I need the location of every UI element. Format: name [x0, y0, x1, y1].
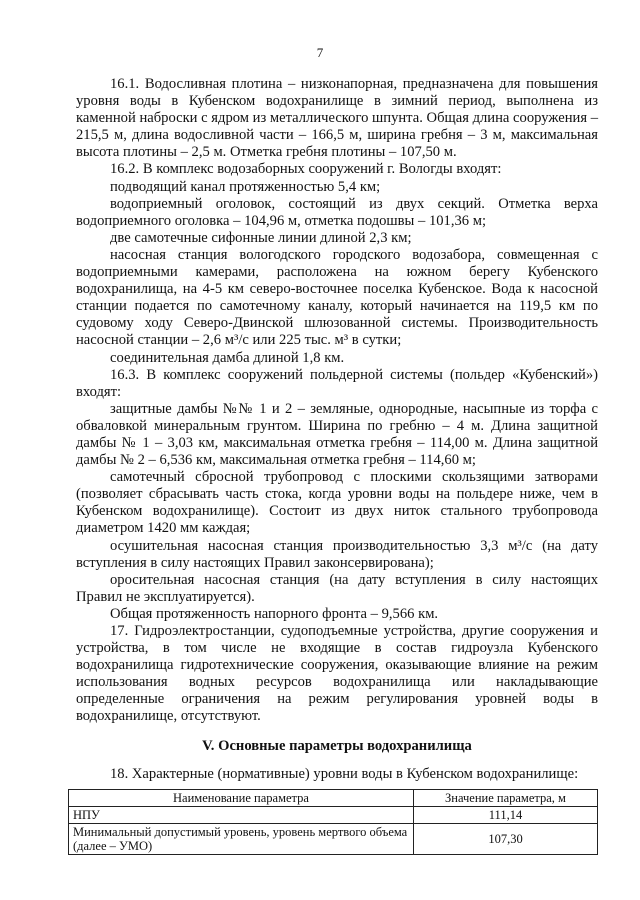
list-item: водоприемный оголовок, состоящий из двух секций. Отметка верха водоприемного оголовка – 104,96 м, отметка подошвы – 101,36 м;: [76, 195, 598, 229]
table-row: [69, 806, 598, 823]
table-cell-name: Минимальный допустимый уровень, уровень мертвого объема (далее – УМО): [69, 823, 414, 854]
paragraph-16-2: 16.2. В комплекс водозаборных сооружений г. Вологды входят:: [110, 161, 502, 178]
paragraph-18: 18. Характерные (нормативные) уровни воды в Кубенском водохранилище:: [110, 765, 579, 782]
list-item: две самотечные сифонные линии длиной 2,3 км;: [110, 229, 412, 246]
table-cell-value: 111,14: [414, 806, 598, 823]
list-item: осушительная насосная станция производительностью 3,3 м³/с (на дату вступления в силу настоящих Правил законсервирована);: [76, 537, 598, 571]
table-row: [69, 823, 598, 854]
table-header-value: Значение параметра, м: [414, 789, 598, 806]
paragraph-16-1: 16.1. Водосливная плотина – низконапорная, предназначена для повышения уровня воды в Кубенском водохранилище в зимний период, выполнена из каменной наброски с ядром из металлического шпунта. Общая длина сооружения – 215,5 м, длина водосливной части – 166,5 м, ширина гребня – 3 м, максимальная высота плотины – 2,5 м. Отметка гребня плотины – 107,50 м.: [76, 76, 598, 161]
table-cell-name: НПУ: [69, 806, 414, 823]
list-item: подводящий канал протяженностью 5,4 км;: [110, 178, 381, 195]
page-number: 7: [316, 45, 324, 60]
table-cell-value: 107,30: [414, 823, 598, 854]
table-header-name: Наименование параметра: [69, 789, 414, 806]
list-item: оросительная насосная станция (на дату вступления в силу настоящих Правил не эксплуатируется).: [76, 571, 598, 605]
table-header-row: [69, 789, 598, 806]
list-item: защитные дамбы №№ 1 и 2 – земляные, однородные, насыпные из торфа с обваловкой минеральным грунтом. Ширина по гребню – 4 м. Длина защитной дамбы № 1 – 3,03 км, максимальная отметка гребня – 114,00 м. Длина защитной дамбы № 2 – 6,536 км, максимальная отметка гребня – 114,60 м;: [76, 400, 598, 469]
parameters-table: [68, 789, 598, 855]
list-item: соединительная дамба длиной 1,8 км.: [110, 349, 345, 366]
section-title: V. Основные параметры водохранилища: [202, 737, 472, 754]
paragraph-16-3: 16.3. В комплекс сооружений польдерной системы (польдер «Кубенский») входят:: [76, 366, 598, 400]
list-item: Общая протяженность напорного фронта – 9,566 км.: [110, 605, 439, 622]
list-item: насосная станция вологодского городского водозабора, совмещенная с водоприемными камерами, расположена на южном берегу Кубенского водохранилища, на 4-5 км северо-восточнее поселка Кубенское. Вода к насосной станции подается по самотечному каналу, который начинается на 119,5 км по судовому ходу Северо-Двинской шлюзованной системы. Производительность насосной станции – 2,6 м³/с или 225 тыс. м³ в сутки;: [76, 246, 598, 349]
list-item: самотечный сбросной трубопровод с плоскими скользящими затворами (позволяет сбрасывать часть стока, когда уровни воды на польдере ниже, чем в Кубенском водохранилище). Состоит из двух ниток стального трубопровода диаметром 1420 мм каждая;: [76, 469, 598, 537]
paragraph-17: 17. Гидроэлектростанции, судоподъемные устройства, другие сооружения и устройства, в том числе не входящие в состав гидроузла Кубенского водохранилища гидротехнические сооружения, оказывающие влияние на режим использования водных ресурсов водохранилища или накладывающие определенные ограничения на режим регулирования уровней воды в водохранилище, отсутствуют.: [76, 623, 598, 725]
document-body: [73, 76, 598, 855]
